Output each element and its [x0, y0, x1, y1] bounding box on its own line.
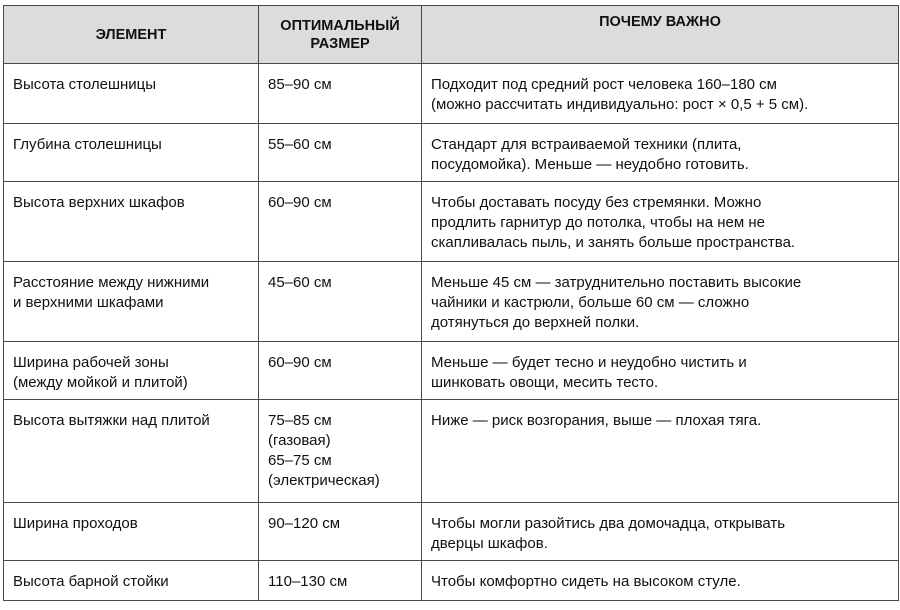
cell-size-line: 55–60 см	[268, 136, 332, 153]
cell-size-line: 65–75 см	[268, 452, 332, 469]
table-row	[4, 64, 899, 124]
cell-element	[4, 400, 259, 503]
cell-element	[4, 503, 259, 561]
cell-size-line: 45–60 см	[268, 274, 332, 291]
cell-why	[422, 342, 899, 400]
kitchen-dimensions-table	[3, 5, 899, 601]
cell-why-line: Чтобы комфортно сидеть на высоком стуле.	[431, 573, 741, 590]
cell-element-line: (между мойкой и плитой)	[13, 374, 188, 391]
cell-size	[259, 561, 422, 601]
cell-size	[259, 400, 422, 503]
cell-element-line: Расстояние между нижними	[13, 274, 210, 291]
table-row	[4, 124, 899, 182]
cell-why-line: Меньше — будет тесно и неудобно чистить и	[431, 354, 747, 371]
cell-why-line: шинковать овощи, месить тесто.	[431, 374, 659, 391]
table-row	[4, 503, 899, 561]
header-why-label: ПОЧЕМУ ВАЖНО	[599, 14, 721, 30]
table-row	[4, 400, 899, 503]
cell-why-line: (можно рассчитать индивидуально: рост × 0,5 + 5 см).	[431, 96, 809, 113]
cell-element	[4, 342, 259, 400]
table-row	[4, 262, 899, 342]
cell-why	[422, 182, 899, 262]
cell-why-line: чайники и кастрюли, больше 60 см — сложно	[431, 294, 750, 311]
cell-size	[259, 124, 422, 182]
cell-why	[422, 262, 899, 342]
cell-size	[259, 503, 422, 561]
cell-size-line: 90–120 см	[268, 515, 341, 532]
cell-element-line: Высота вытяжки над плитой	[13, 412, 210, 429]
table-row	[4, 342, 899, 400]
cell-why-line: дотянуться до верхней полки.	[431, 314, 640, 331]
cell-element-line: Высота барной стойки	[13, 573, 169, 590]
cell-element	[4, 124, 259, 182]
cell-size	[259, 182, 422, 262]
cell-element-line: Высота верхних шкафов	[13, 194, 185, 211]
cell-why-line: Чтобы доставать посуду без стремянки. Можно	[431, 194, 762, 211]
table-body	[4, 64, 899, 601]
header-element-label: ЭЛЕМЕНТ	[95, 26, 167, 43]
cell-why-line: Чтобы могли разойтись два домочадца, открывать	[431, 515, 786, 532]
cell-why-line: дверцы шкафов.	[431, 535, 548, 552]
cell-size-line: 85–90 см	[268, 76, 332, 93]
cell-element-line: Глубина столешницы	[13, 136, 162, 153]
cell-size-line: 75–85 см	[268, 412, 332, 429]
cell-why	[422, 503, 899, 561]
cell-why	[422, 561, 899, 601]
cell-element-line: и верхними шкафами	[13, 294, 164, 311]
cell-size	[259, 64, 422, 124]
cell-size	[259, 262, 422, 342]
cell-why	[422, 400, 899, 503]
cell-size-line: 110–130 см	[268, 573, 348, 590]
cell-size	[259, 342, 422, 400]
cell-why-line: Меньше 45 см — затруднительно поставить высокие	[431, 274, 802, 291]
cell-size-line: (газовая)	[268, 432, 331, 449]
cell-element	[4, 64, 259, 124]
cell-why-line: посудомойка). Меньше — неудобно готовить.	[431, 156, 749, 173]
cell-why	[422, 124, 899, 182]
table-row	[4, 182, 899, 262]
header-size-line2: РАЗМЕР	[310, 35, 370, 52]
cell-why-line: Стандарт для встраиваемой техники (плита,	[431, 136, 742, 153]
header-element	[4, 6, 259, 64]
cell-element	[4, 561, 259, 601]
cell-why-line: Подходит под средний рост человека 160–180 см	[431, 76, 777, 93]
cell-why	[422, 64, 899, 124]
table-header	[4, 6, 899, 64]
cell-size-line: 60–90 см	[268, 354, 332, 371]
table-row	[4, 561, 899, 601]
header-row	[4, 6, 899, 64]
cell-why-line: Ниже — риск возгорания, выше — плохая тяга.	[431, 412, 762, 429]
cell-why-line: продлить гарнитур до потолка, чтобы на нем не	[431, 214, 765, 231]
cell-element-line: Ширина рабочей зоны	[13, 354, 169, 371]
cell-element-line: Высота столешницы	[13, 76, 157, 93]
cell-size-line: (электрическая)	[268, 472, 380, 489]
cell-element	[4, 262, 259, 342]
cell-element-line: Ширина проходов	[13, 515, 138, 532]
header-why	[422, 6, 899, 64]
cell-why-line: скапливалась пыль, и занять больше пространства.	[431, 234, 796, 251]
header-size	[259, 6, 422, 64]
cell-element	[4, 182, 259, 262]
cell-size-line: 60–90 см	[268, 194, 332, 211]
header-size-line1: ОПТИМАЛЬНЫЙ	[280, 17, 400, 34]
